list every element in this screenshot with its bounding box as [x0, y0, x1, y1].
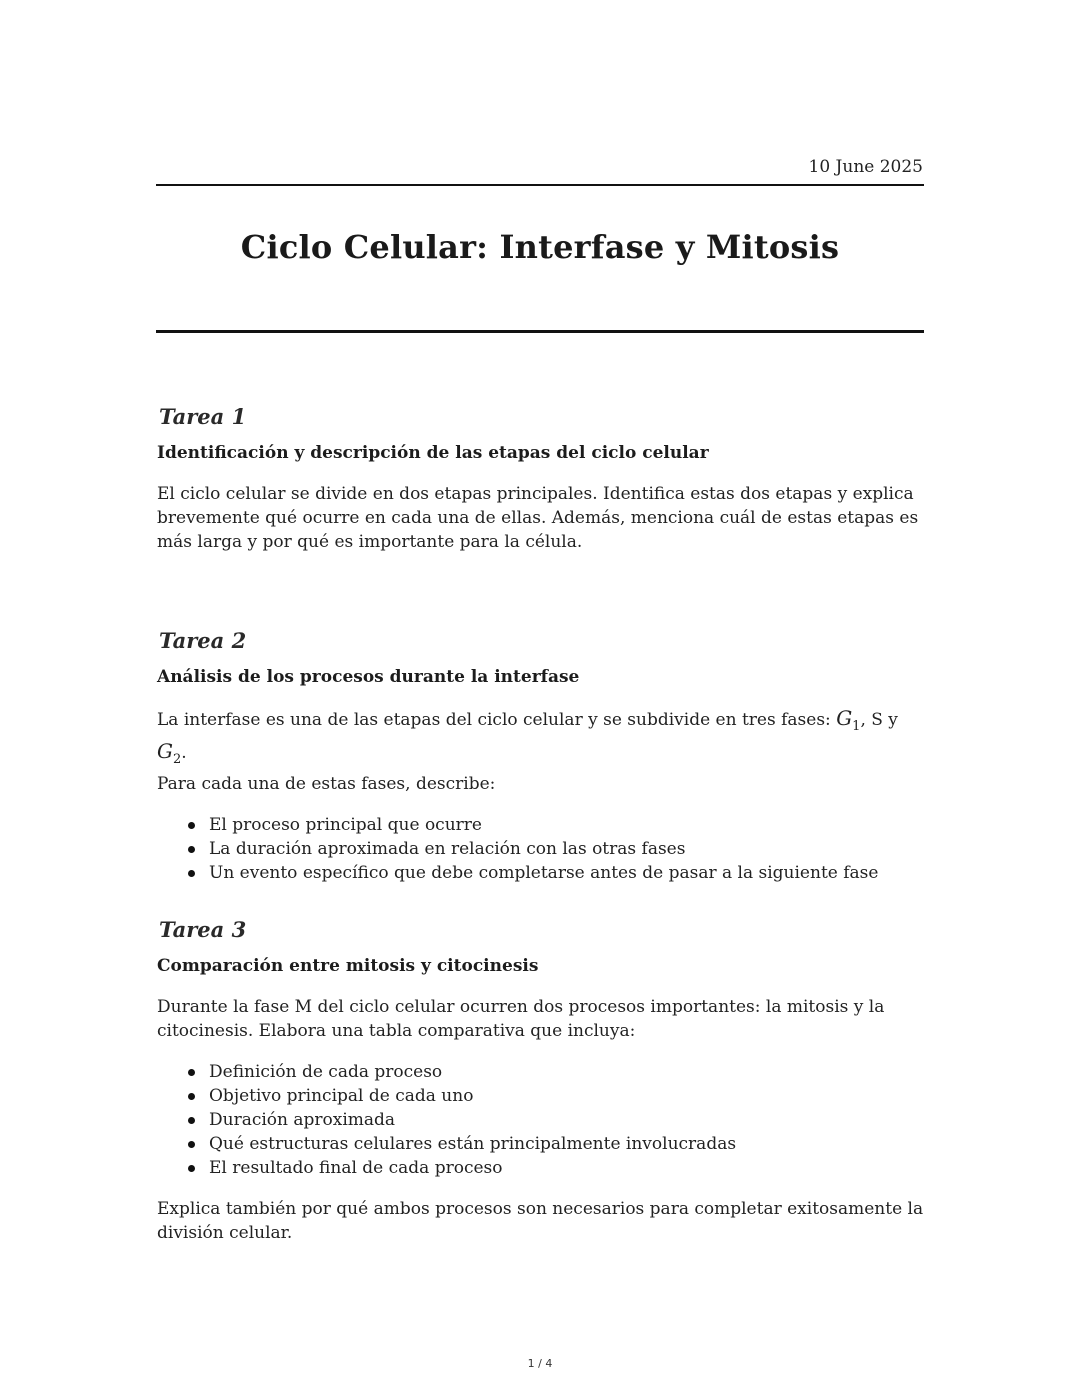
task-2-section	[157, 628, 927, 885]
task-3-closing: Explica también por qué ambos procesos son necesarios para completar exitosamente la división celular.	[157, 1199, 924, 1243]
task-3-heading: Tarea 3	[159, 917, 247, 942]
task-3-paragraph: Durante la fase M del ciclo celular ocurren dos procesos importantes: la mitosis y la citocinesis. Elabora una tabla comparativa que incluya:	[157, 997, 885, 1041]
list-item: Un evento específico que debe completarse antes de pasar a la siguiente fase	[157, 861, 927, 885]
task-1-subtitle: Identificación y descripción de las etapas del ciclo celular	[157, 443, 709, 463]
task-2-bullet-list	[157, 813, 927, 885]
task-3-subtitle: Comparación entre mitosis y citocinesis	[157, 956, 539, 976]
title-rule	[156, 330, 924, 333]
task-1-heading: Tarea 1	[159, 404, 247, 429]
task-2-subtitle: Análisis de los procesos durante la interfase	[157, 667, 580, 687]
list-item: El resultado final de cada proceso	[157, 1156, 927, 1180]
task-2-paragraph-mid: , S y	[860, 710, 898, 730]
task-2-heading: Tarea 2	[159, 628, 247, 653]
task-2-paragraph-intro: La interfase es una de las etapas del ciclo celular y se subdivide en tres fases:	[157, 710, 837, 730]
task-2-paragraph-line2: Para cada una de estas fases, describe:	[157, 774, 496, 794]
task-1-section	[157, 404, 927, 554]
task-1-paragraph: El ciclo celular se divide en dos etapas principales. Identifica estas dos etapas y explica brevemente qué ocurre en cada una de ellas. Además, menciona cuál de estas etapas es más larga y por qué es importante para la célula.	[157, 484, 919, 552]
task-3-bullet-list	[157, 1060, 927, 1180]
list-item: Duración aproximada	[157, 1108, 927, 1132]
g1-symbol: $G_1$	[836, 706, 861, 734]
list-item: La duración aproximada en relación con las otras fases	[157, 837, 927, 861]
g2-symbol: $G_2$	[157, 739, 182, 767]
list-item: Definición de cada proceso	[157, 1060, 927, 1084]
task-2-paragraph: La interfase es una de las etapas del ciclo celular y se subdivide en tres fases: $G_1$, S y $G_2$. Para cada una de estas fases, describe:	[157, 706, 898, 794]
list-item: Objetivo principal de cada uno	[157, 1084, 927, 1108]
header-rule	[156, 184, 924, 186]
list-item: Qué estructuras celulares están principalmente involucradas	[157, 1132, 927, 1156]
page-title: Ciclo Celular: Interfase y Mitosis	[240, 228, 840, 266]
document-date: 10 June 2025	[808, 157, 923, 177]
list-item: El proceso principal que ocurre	[157, 813, 927, 837]
task-3-section	[157, 917, 927, 1245]
page-indicator: 1 / 4	[527, 1357, 553, 1370]
